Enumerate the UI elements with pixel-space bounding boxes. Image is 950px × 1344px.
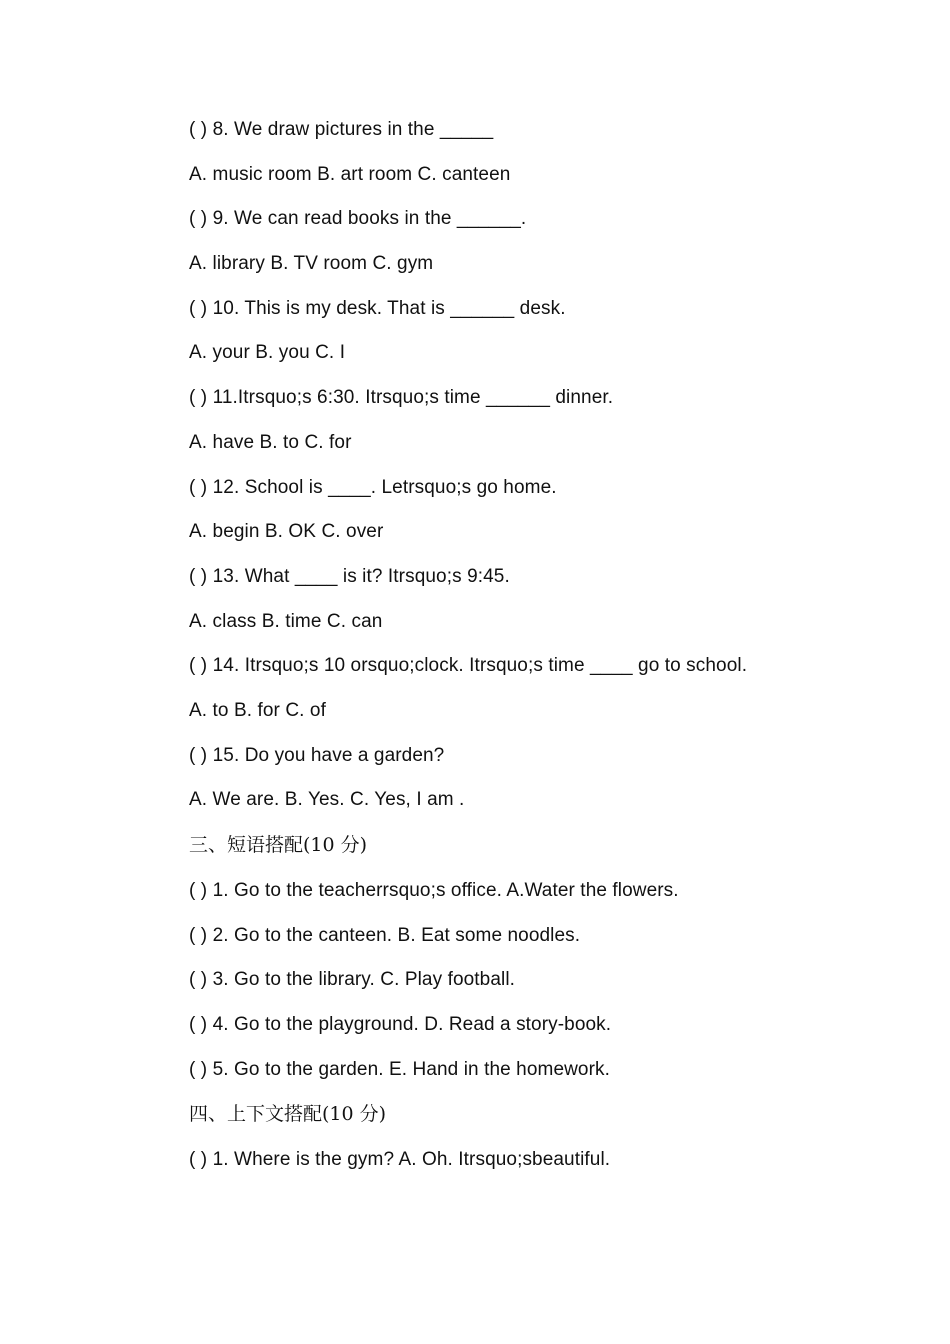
question-12-options: A. begin B. OK C. over [189, 521, 384, 543]
question-14-options: A. to B. for C. of [189, 699, 326, 721]
match-item-1: ( ) 1. Go to the teacherrsquo;s office. A.Water the flowers. [189, 880, 679, 901]
question-11: ( ) 11.Itrsquo;s 6:30. Itrsquo;s time ______ dinner. [189, 387, 614, 409]
match-item-3: ( ) 3. Go to the library. C. Play football. [189, 969, 516, 991]
question-13-options: A. class B. time C. can [189, 610, 383, 632]
match-item-4: ( ) 4. Go to the playground. D. Read a story-book. [189, 1014, 612, 1036]
question-8-options: A. music room B. art room C. canteen [189, 163, 511, 185]
match-item-5: ( ) 5. Go to the garden. E. Hand in the homework. [189, 1058, 611, 1080]
question-10: ( ) 10. This is my desk. That is ______ desk. [189, 297, 566, 319]
question-10-options: A. your B. you C. I [189, 342, 346, 364]
question-9: ( ) 9. We can read books in the ______. [189, 208, 527, 230]
worksheet-content [189, 118, 869, 1193]
question-14: ( ) 14. Itrsquo;s 10 orsquo;clock. Itrsquo;s time ____ go to school. [189, 655, 748, 677]
question-12: ( ) 12. School is ____. Letrsquo;s go home. [189, 476, 557, 498]
question-11-options: A. have B. to C. for [189, 431, 352, 453]
question-13: ( ) 13. What ____ is it? Itrsquo;s 9:45. [189, 565, 510, 587]
question-8: ( ) 8. We draw pictures in the _____ [189, 119, 494, 140]
match-item-2: ( ) 2. Go to the canteen. B. Eat some noodles. [189, 924, 581, 946]
section-4-heading: 四、上下文搭配(10 分) [189, 1103, 387, 1126]
section-3-heading: 三、短语搭配(10 分) [189, 834, 368, 856]
question-15: ( ) 15. Do you have a garden? [189, 744, 445, 766]
context-item-1: ( ) 1. Where is the gym? A. Oh. Itrsquo;sbeautiful. [189, 1149, 611, 1171]
question-9-options: A. library B. TV room C. gym [189, 253, 434, 275]
question-15-options: A. We are. B. Yes. C. Yes, I am . [189, 789, 465, 811]
